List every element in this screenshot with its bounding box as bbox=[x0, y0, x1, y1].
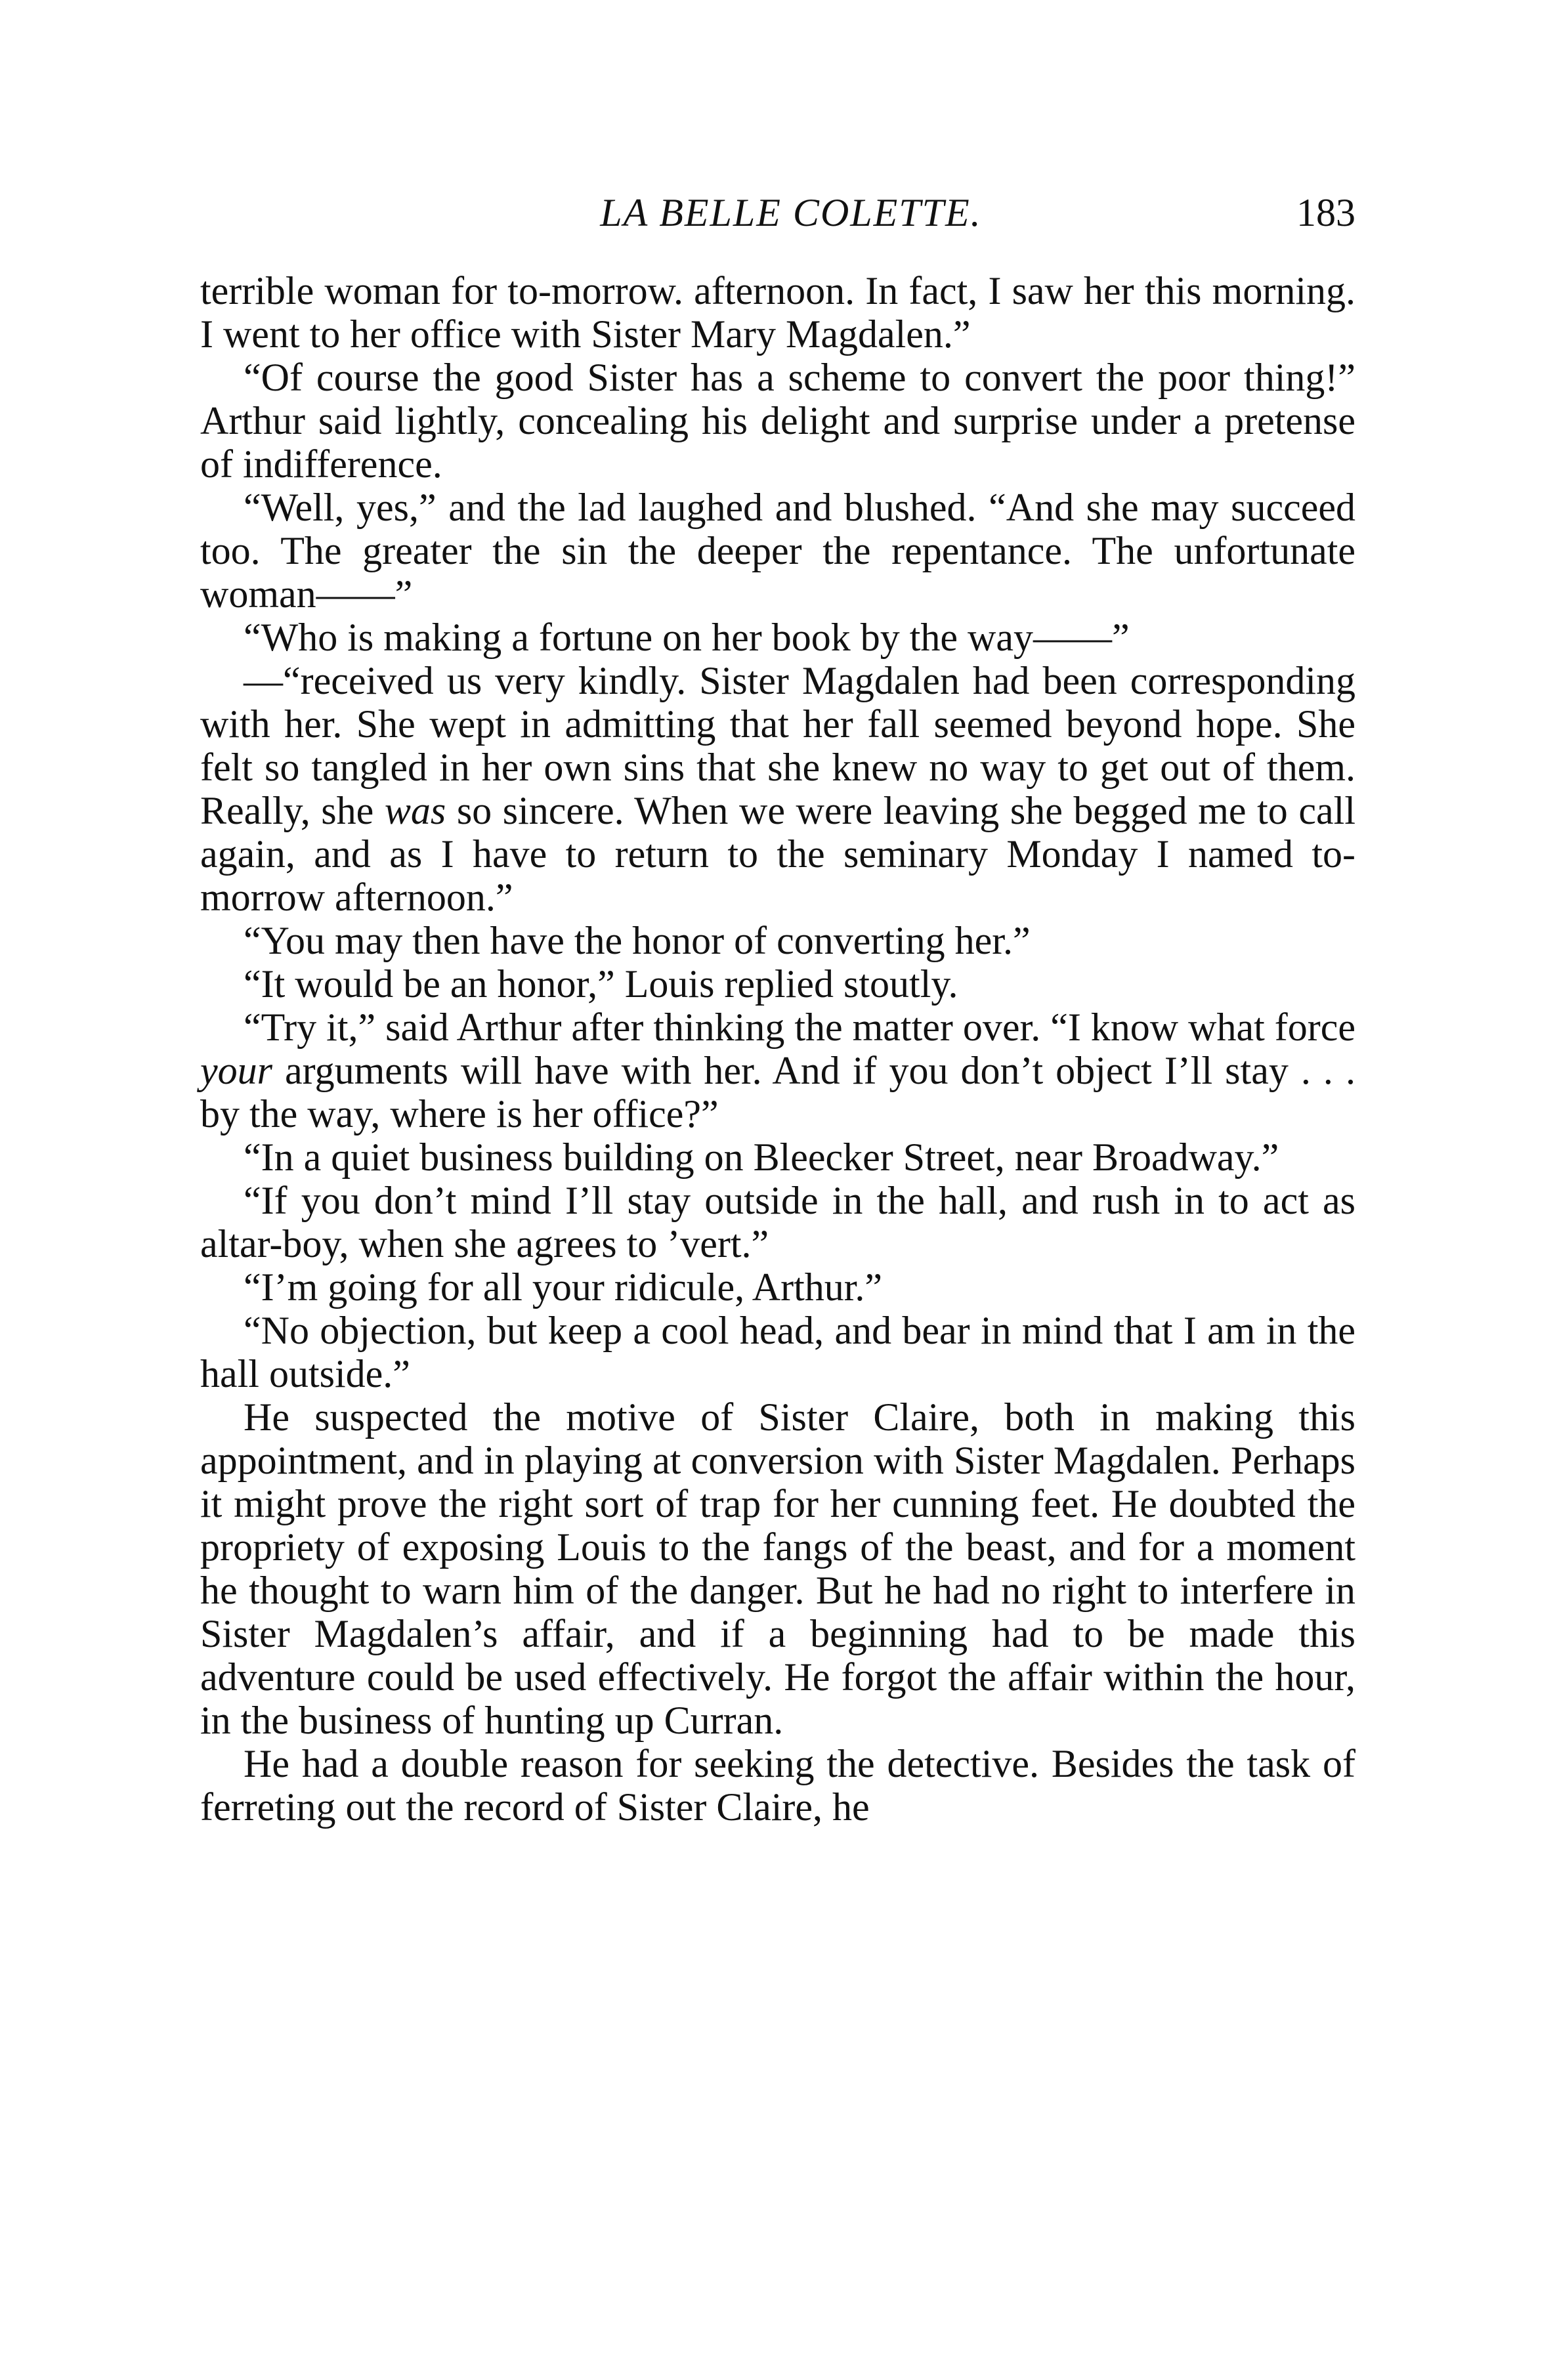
page-number: 183 bbox=[1296, 191, 1355, 234]
paragraph-text: “Well, yes,” and the lad laughed and blushed. “And she may succeed too. The greater the sin the deeper the repentance. The unfortunate woman——” bbox=[200, 486, 1355, 616]
paragraph-text: “In a quiet business building on Bleecker Street, near Broadway.” bbox=[244, 1136, 1279, 1179]
paragraph-text: “You may then have the honor of converting her.” bbox=[244, 919, 1031, 962]
paragraph bbox=[200, 356, 1355, 486]
paragraph-text: —“received us very kindly. Sister Magdalen had been corresponding with her. She wept in admitting that her fall seemed beyond hope. She felt so tangled in her own sins that she knew no way to get out of them. Really, she bbox=[200, 659, 1355, 832]
paragraph bbox=[200, 1136, 1355, 1179]
paragraph bbox=[200, 919, 1355, 962]
paragraph bbox=[200, 269, 1355, 356]
paragraph-text: “I’m going for all your ridicule, Arthur.” bbox=[244, 1265, 883, 1309]
paragraph-text: “Of course the good Sister has a scheme to convert the poor thing!” Arthur said lightly, concealing his delight and surprise under a pretense of indifference. bbox=[200, 356, 1355, 486]
running-head bbox=[200, 190, 1355, 249]
paragraph bbox=[200, 1006, 1355, 1136]
paragraph bbox=[200, 659, 1355, 919]
paragraph-text: “Try it,” said Arthur after thinking the matter over. “I know what force bbox=[244, 1006, 1355, 1049]
paragraph-text: “Who is making a fortune on her book by the way——” bbox=[244, 616, 1130, 659]
paragraph bbox=[200, 486, 1355, 616]
paragraph bbox=[200, 1179, 1355, 1265]
paragraph bbox=[200, 1309, 1355, 1395]
paragraph bbox=[200, 962, 1355, 1006]
paragraph bbox=[200, 1742, 1355, 1829]
body-text bbox=[200, 269, 1355, 1829]
paragraph-text: He had a double reason for seeking the detective. Besides the task of ferreting out the record of Sister Claire, he bbox=[200, 1742, 1355, 1829]
paragraph-text: arguments will have with her. And if you don’t object I’ll stay . . . by the way, where is her office?” bbox=[200, 1049, 1355, 1136]
book-page bbox=[200, 190, 1355, 1829]
paragraph bbox=[200, 1265, 1355, 1309]
paragraph-text: so sincere. When we were leaving she begged me to call again, and as I have to return to the seminary Monday I named to-morrow afternoon.” bbox=[200, 789, 1355, 919]
paragraph-text: He suspected the motive of Sister Claire, both in making this appointment, and in playing at conversion with Sister Magdalen. Perhaps it might prove the right sort of trap for her cunning feet. He doubted the propriety of exposing Louis to the fangs of the beast, and for a moment he thought to warn him of the danger. But he had no right to interfere in Sister Magdalen’s affair, and if a beginning had to be made this adventure could be used effectively. He forgot the affair within the hour, in the business of hunting up Curran. bbox=[200, 1395, 1355, 1742]
paragraph-text: “If you don’t mind I’ll stay outside in the hall, and rush in to act as altar-boy, when she agrees to ’vert.” bbox=[200, 1179, 1355, 1265]
paragraph-text: terrible woman for to-morrow. afternoon. In fact, I saw her this morning. I went to her office with Sister Mary Magdalen.” bbox=[200, 269, 1355, 356]
paragraph-text: “No objection, but keep a cool head, and bear in mind that I am in the hall outside.” bbox=[200, 1309, 1355, 1395]
paragraph bbox=[200, 616, 1355, 659]
running-title: LA BELLE COLETTE. bbox=[600, 191, 982, 234]
paragraph-text: “It would be an honor,” Louis replied stoutly. bbox=[244, 962, 958, 1006]
paragraph bbox=[200, 1395, 1355, 1742]
emphasis: your bbox=[200, 1049, 272, 1092]
emphasis: was bbox=[384, 789, 446, 832]
